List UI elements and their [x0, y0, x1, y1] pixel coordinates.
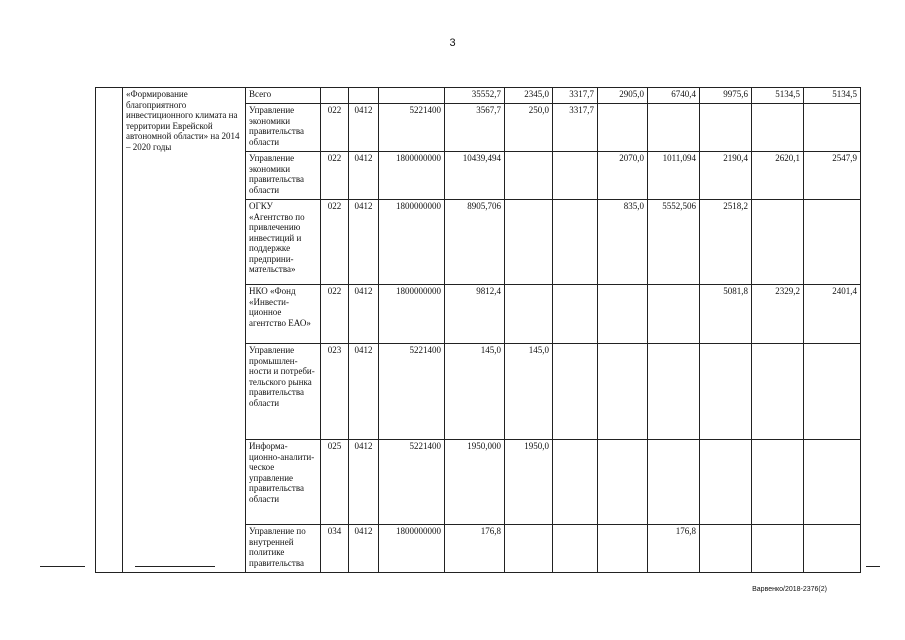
left-margin-line — [40, 566, 85, 567]
year-2017-cell: 5552,506 — [648, 200, 700, 285]
target-code-cell: 1800000000 — [379, 525, 445, 573]
year-2015-cell — [553, 440, 598, 525]
section-code-cell: 0412 — [349, 104, 379, 152]
year-2019-cell — [752, 525, 804, 573]
year-2016-cell — [598, 104, 648, 152]
executor-cell: Управление экономики правительства области — [246, 152, 321, 200]
section-code-cell — [349, 88, 379, 104]
grbs-code-cell: 034 — [321, 525, 349, 573]
grbs-code-cell: 025 — [321, 440, 349, 525]
year-2015-cell: 3317,7 — [553, 104, 598, 152]
grbs-code-cell — [321, 88, 349, 104]
year-2015-cell — [553, 344, 598, 440]
year-2017-cell: 1011,094 — [648, 152, 700, 200]
year-2017-cell — [648, 104, 700, 152]
year-2017-cell — [648, 344, 700, 440]
year-2016-cell — [598, 525, 648, 573]
section-code-cell: 0412 — [349, 285, 379, 344]
total-cell: 176,8 — [445, 525, 505, 573]
grbs-code-cell: 022 — [321, 104, 349, 152]
target-code-cell: 5221400 — [379, 104, 445, 152]
year-2018-cell: 9975,6 — [700, 88, 752, 104]
total-cell: 1950,000 — [445, 440, 505, 525]
target-code-cell: 1800000000 — [379, 200, 445, 285]
year-2018-cell — [700, 440, 752, 525]
year-2020-cell — [804, 344, 861, 440]
year-2018-cell: 2518,2 — [700, 200, 752, 285]
year-2017-cell — [648, 440, 700, 525]
year-2014-cell — [505, 152, 553, 200]
section-code-cell: 0412 — [349, 344, 379, 440]
year-2019-cell — [752, 344, 804, 440]
total-cell: 9812,4 — [445, 285, 505, 344]
total-cell: 35552,7 — [445, 88, 505, 104]
year-2015-cell — [553, 152, 598, 200]
year-2014-cell: 2345,0 — [505, 88, 553, 104]
year-2020-cell: 2547,9 — [804, 152, 861, 200]
year-2014-cell — [505, 525, 553, 573]
page-number: 3 — [449, 37, 456, 49]
year-2018-cell: 5081,8 — [700, 285, 752, 344]
year-2019-cell — [752, 440, 804, 525]
year-2016-cell: 2905,0 — [598, 88, 648, 104]
year-2015-cell: 3317,7 — [553, 88, 598, 104]
index-cell — [96, 88, 123, 573]
budget-table — [95, 87, 861, 573]
year-2019-cell — [752, 200, 804, 285]
year-2016-cell: 2070,0 — [598, 152, 648, 200]
total-cell: 145,0 — [445, 344, 505, 440]
executor-cell: Управление экономики правительства области — [246, 104, 321, 152]
document-signature: Варвенко/2018-2376(2) — [752, 586, 827, 593]
year-2015-cell — [553, 525, 598, 573]
year-2020-cell — [804, 200, 861, 285]
right-margin-line — [866, 566, 880, 567]
year-2018-cell — [700, 344, 752, 440]
program-name-cell: «Формирование благоприятного инвестиционного климата на территории Еврейской автономной области» на 2014 – 2020 годы — [123, 88, 246, 573]
target-code-cell — [379, 88, 445, 104]
year-2016-cell — [598, 344, 648, 440]
grbs-code-cell: 022 — [321, 152, 349, 200]
year-2019-cell: 2329,2 — [752, 285, 804, 344]
year-2014-cell — [505, 285, 553, 344]
executor-cell: НКО «Фонд «Инвести-ционное агентство ЕАО» — [246, 285, 321, 344]
year-2020-cell — [804, 104, 861, 152]
year-2015-cell — [553, 285, 598, 344]
executor-cell: Управление промышлен-ности и потреби-тельского рынка правительства области — [246, 344, 321, 440]
section-code-cell: 0412 — [349, 440, 379, 525]
year-2017-cell: 176,8 — [648, 525, 700, 573]
executor-cell: Управление по внутренней политике правительства — [246, 525, 321, 573]
year-2020-cell: 5134,5 — [804, 88, 861, 104]
year-2020-cell: 2401,4 — [804, 285, 861, 344]
year-2018-cell — [700, 104, 752, 152]
executor-cell: ОГКУ «Агентство по привлечению инвестиций и поддержке предприни-мательства» — [246, 200, 321, 285]
program-continuation-line — [135, 566, 215, 567]
total-cell: 3567,7 — [445, 104, 505, 152]
year-2017-cell: 6740,4 — [648, 88, 700, 104]
year-2018-cell — [700, 525, 752, 573]
section-code-cell: 0412 — [349, 152, 379, 200]
year-2017-cell — [648, 285, 700, 344]
year-2015-cell — [553, 200, 598, 285]
grbs-code-cell: 022 — [321, 285, 349, 344]
grbs-code-cell: 023 — [321, 344, 349, 440]
section-code-cell: 0412 — [349, 525, 379, 573]
target-code-cell: 5221400 — [379, 344, 445, 440]
executor-cell: Информа-ционно-аналити-ческое управление правительства области — [246, 440, 321, 525]
section-code-cell: 0412 — [349, 200, 379, 285]
target-code-cell: 5221400 — [379, 440, 445, 525]
total-cell: 8905,706 — [445, 200, 505, 285]
total-cell: 10439,494 — [445, 152, 505, 200]
year-2020-cell — [804, 440, 861, 525]
year-2016-cell — [598, 285, 648, 344]
year-2018-cell: 2190,4 — [700, 152, 752, 200]
year-2016-cell: 835,0 — [598, 200, 648, 285]
target-code-cell: 1800000000 — [379, 285, 445, 344]
grbs-code-cell: 022 — [321, 200, 349, 285]
year-2014-cell — [505, 200, 553, 285]
table-row — [96, 88, 861, 104]
year-2016-cell — [598, 440, 648, 525]
year-2014-cell: 1950,0 — [505, 440, 553, 525]
year-2019-cell: 2620,1 — [752, 152, 804, 200]
executor-cell: Всего — [246, 88, 321, 104]
year-2014-cell: 145,0 — [505, 344, 553, 440]
target-code-cell: 1800000000 — [379, 152, 445, 200]
year-2020-cell — [804, 525, 861, 573]
year-2019-cell — [752, 104, 804, 152]
year-2014-cell: 250,0 — [505, 104, 553, 152]
year-2019-cell: 5134,5 — [752, 88, 804, 104]
